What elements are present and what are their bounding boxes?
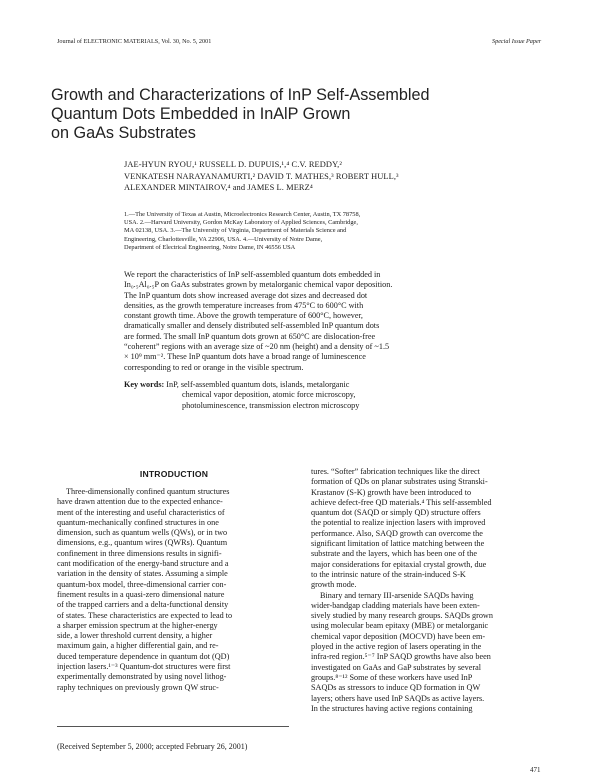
body-line: tures. “Softer” fabrication techniques like the direct bbox=[311, 467, 480, 476]
abstract-line: “coherent” regions with an average size of ~20 nm (height) and a density of ~1.5 bbox=[124, 342, 390, 352]
body-column-right bbox=[311, 467, 543, 714]
abstract-line: densities, as the growth temperature increases from 475°C to 600°C with bbox=[124, 300, 364, 310]
keywords-line: InP, self-assembled quantum dots, islands, metalorganic bbox=[166, 380, 350, 389]
section-heading: INTRODUCTION bbox=[139, 469, 209, 479]
body-line: to the intrinsic nature of the strain-induced S-K bbox=[311, 569, 466, 579]
body-line: confinement in three dimensions results in signifi- bbox=[57, 548, 222, 558]
body-line: Three-dimensionally confined quantum structures bbox=[66, 487, 230, 496]
abstract-line: We report the characteristics of InP self-assembled quantum dots embedded in bbox=[124, 270, 381, 279]
body-line: performance. Also, SAQD growth can overcome the bbox=[311, 528, 483, 538]
affiliation-line: USA. 2.—Harvard University, Gordon McKay Laboratory of Applied Sciences, Cambridge, bbox=[124, 219, 358, 227]
body-line: substrate and the layers, which has been one of the bbox=[311, 549, 477, 559]
abstract-line: In₀.₅Al₀.₅P on GaAs substrates grown by metalorganic chemical vapor deposition. bbox=[124, 280, 393, 290]
footnote-divider bbox=[57, 726, 289, 727]
body-line: ment of the interesting and useful characteristics of bbox=[57, 507, 225, 517]
page-number: 471 bbox=[530, 766, 541, 774]
body-line: Krastanov (S-K) growth have been introduced to bbox=[311, 487, 472, 497]
body-line: In the structures having active regions containing bbox=[311, 703, 473, 713]
affiliations bbox=[124, 211, 534, 252]
body-line: of states. These characteristics are expected to lead to bbox=[57, 610, 233, 620]
abstract bbox=[124, 270, 534, 373]
body-line: ployed in the active region of lasers operating in the bbox=[311, 642, 482, 652]
body-line: significant limitation of lattice matching between the bbox=[311, 539, 485, 549]
body-line: sively studied by many research groups. SAQDs grown bbox=[311, 611, 493, 621]
keywords-line: chemical vapor deposition, atomic force microscopy, bbox=[182, 390, 356, 400]
keywords bbox=[124, 380, 544, 411]
body-line: raphy techniques on previously grown QW struc- bbox=[57, 682, 219, 692]
affiliation-line: Department of Electrical Engineering, Notre Dame, IN 46556 USA bbox=[124, 243, 296, 251]
body-line: achieve defect-free QD materials.⁴ This self-assembled bbox=[311, 497, 492, 507]
body-line: major considerations for epitaxial crystal growth, due bbox=[311, 559, 487, 569]
keywords-label: Key words: bbox=[124, 380, 165, 389]
author-line: VENKATESH NARAYANAMURTI,² DAVID T. MATHES,³ ROBERT HULL,³ bbox=[124, 171, 399, 181]
affiliation-line: MA 02138, USA. 3.—The University of Virginia, Department of Materials Science and bbox=[124, 227, 347, 235]
body-line: maximum gain, a higher differential gain, and re- bbox=[57, 641, 219, 651]
body-line: a sharper emission spectrum at the higher-energy bbox=[57, 620, 218, 630]
body-line: side, a lower threshold current density, a higher bbox=[57, 631, 213, 641]
body-line: the potential to realize injection lasers with improved bbox=[311, 518, 486, 528]
body-line: quantum dot (SAQD or simply QD) structure offers bbox=[311, 508, 481, 518]
body-line: investigated on GaAs and GaP substrates by several bbox=[311, 662, 482, 672]
abstract-line: The InP quantum dots show increased average dot sizes and decreased dot bbox=[124, 290, 368, 300]
title-line: Quantum Dots Embedded in InAlP Grown bbox=[51, 105, 351, 123]
body-line: SAQDs as stressors to induce QD formation in QW bbox=[311, 683, 481, 693]
author-list bbox=[124, 159, 524, 194]
body-line: of the trapped carriers and a delta-functional density bbox=[57, 600, 229, 610]
affiliation-line: Engineering, Charlottesville, VA 22906, USA. 4.—University of Notre Dame, bbox=[124, 235, 323, 243]
body-line: cant modification of the energy-band structure and a bbox=[57, 559, 229, 569]
affiliation-line: 1.—The University of Texas at Austin, Microelectronics Research Center, Austin, TX 78758, bbox=[124, 211, 361, 218]
title-line: on GaAs Substrates bbox=[51, 124, 196, 142]
body-line: Binary and ternary III-arsenide SAQDs having bbox=[320, 590, 474, 600]
body-line: formation of QDs on planar substrates using Stranski- bbox=[311, 477, 488, 487]
body-line: infra-red region.⁵⁻⁷ InP SAQD growths have also been bbox=[311, 652, 491, 662]
keywords-line: photoluminescence, transmission electron microscopy bbox=[182, 400, 360, 410]
body-line: growth mode. bbox=[311, 580, 357, 590]
body-column-left bbox=[57, 487, 289, 693]
body-line: finement results in a quasi-zero dimensional nature bbox=[57, 589, 225, 599]
author-line: JAE-HYUN RYOU,¹ RUSSELL D. DUPUIS,¹,⁴ C.V. REDDY,² bbox=[124, 160, 342, 169]
body-line: quantum-mechanically confined structures in one bbox=[57, 517, 219, 527]
abstract-line: are formed. The small InP quantum dots grown at 650°C are dislocation-free bbox=[124, 331, 376, 341]
body-line: groups.⁸⁻¹² Some of these workers have used InP bbox=[311, 672, 473, 682]
body-line: duced temperature dependence in quantum dot (QD) bbox=[57, 651, 230, 661]
body-line: variation in the density of states. Assuming a simple bbox=[57, 569, 228, 579]
journal-header: Journal of ELECTRONIC MATERIALS, Vol. 30, No. 5, 2001 bbox=[57, 38, 212, 45]
author-line: ALEXANDER MINTAIROV,⁴ and JAMES L. MERZ⁴ bbox=[124, 183, 313, 192]
body-line: using molecular beam epitaxy (MBE) or metalorganic bbox=[311, 621, 489, 631]
body-line: wider-bandgap cladding materials have been exten- bbox=[311, 600, 480, 610]
body-line: layers; others have used InP SAQDs as active layers. bbox=[311, 693, 485, 703]
title-line: Growth and Characterizations of InP Self-Assembled bbox=[51, 86, 430, 104]
body-line: experimentally demonstrated by using novel lithog- bbox=[57, 672, 227, 682]
body-line: have drawn attention due to the expected enhance- bbox=[57, 497, 223, 507]
abstract-line: × 10⁹ mm⁻². These InP quantum dots have a broad range of luminescence bbox=[124, 352, 366, 362]
special-issue-label: Special Issue Paper bbox=[492, 38, 542, 45]
abstract-line: corresponding to red or orange in the visible spectrum. bbox=[124, 362, 304, 372]
abstract-line: dramatically smaller and densely distributed self-assembled InP quantum dots bbox=[124, 321, 380, 331]
body-line: quantum-box model, three-dimensional carrier con- bbox=[57, 579, 227, 589]
body-line: dimensions, e.g., quantum wires (QWRs). Quantum bbox=[57, 538, 228, 548]
received-dates: (Received September 5, 2000; accepted February 26, 2001) bbox=[57, 742, 248, 751]
body-line: injection lasers.¹⁻³ Quantum-dot structures were first bbox=[57, 662, 231, 672]
abstract-line: constant growth time. Above the growth temperature of 600°C, however, bbox=[124, 311, 363, 321]
paper-title bbox=[51, 86, 491, 143]
body-line: chemical vapor deposition (MOCVD) have been em- bbox=[311, 631, 486, 641]
body-line: dimension, such as quantum wells (QWs), or in two bbox=[57, 528, 228, 538]
